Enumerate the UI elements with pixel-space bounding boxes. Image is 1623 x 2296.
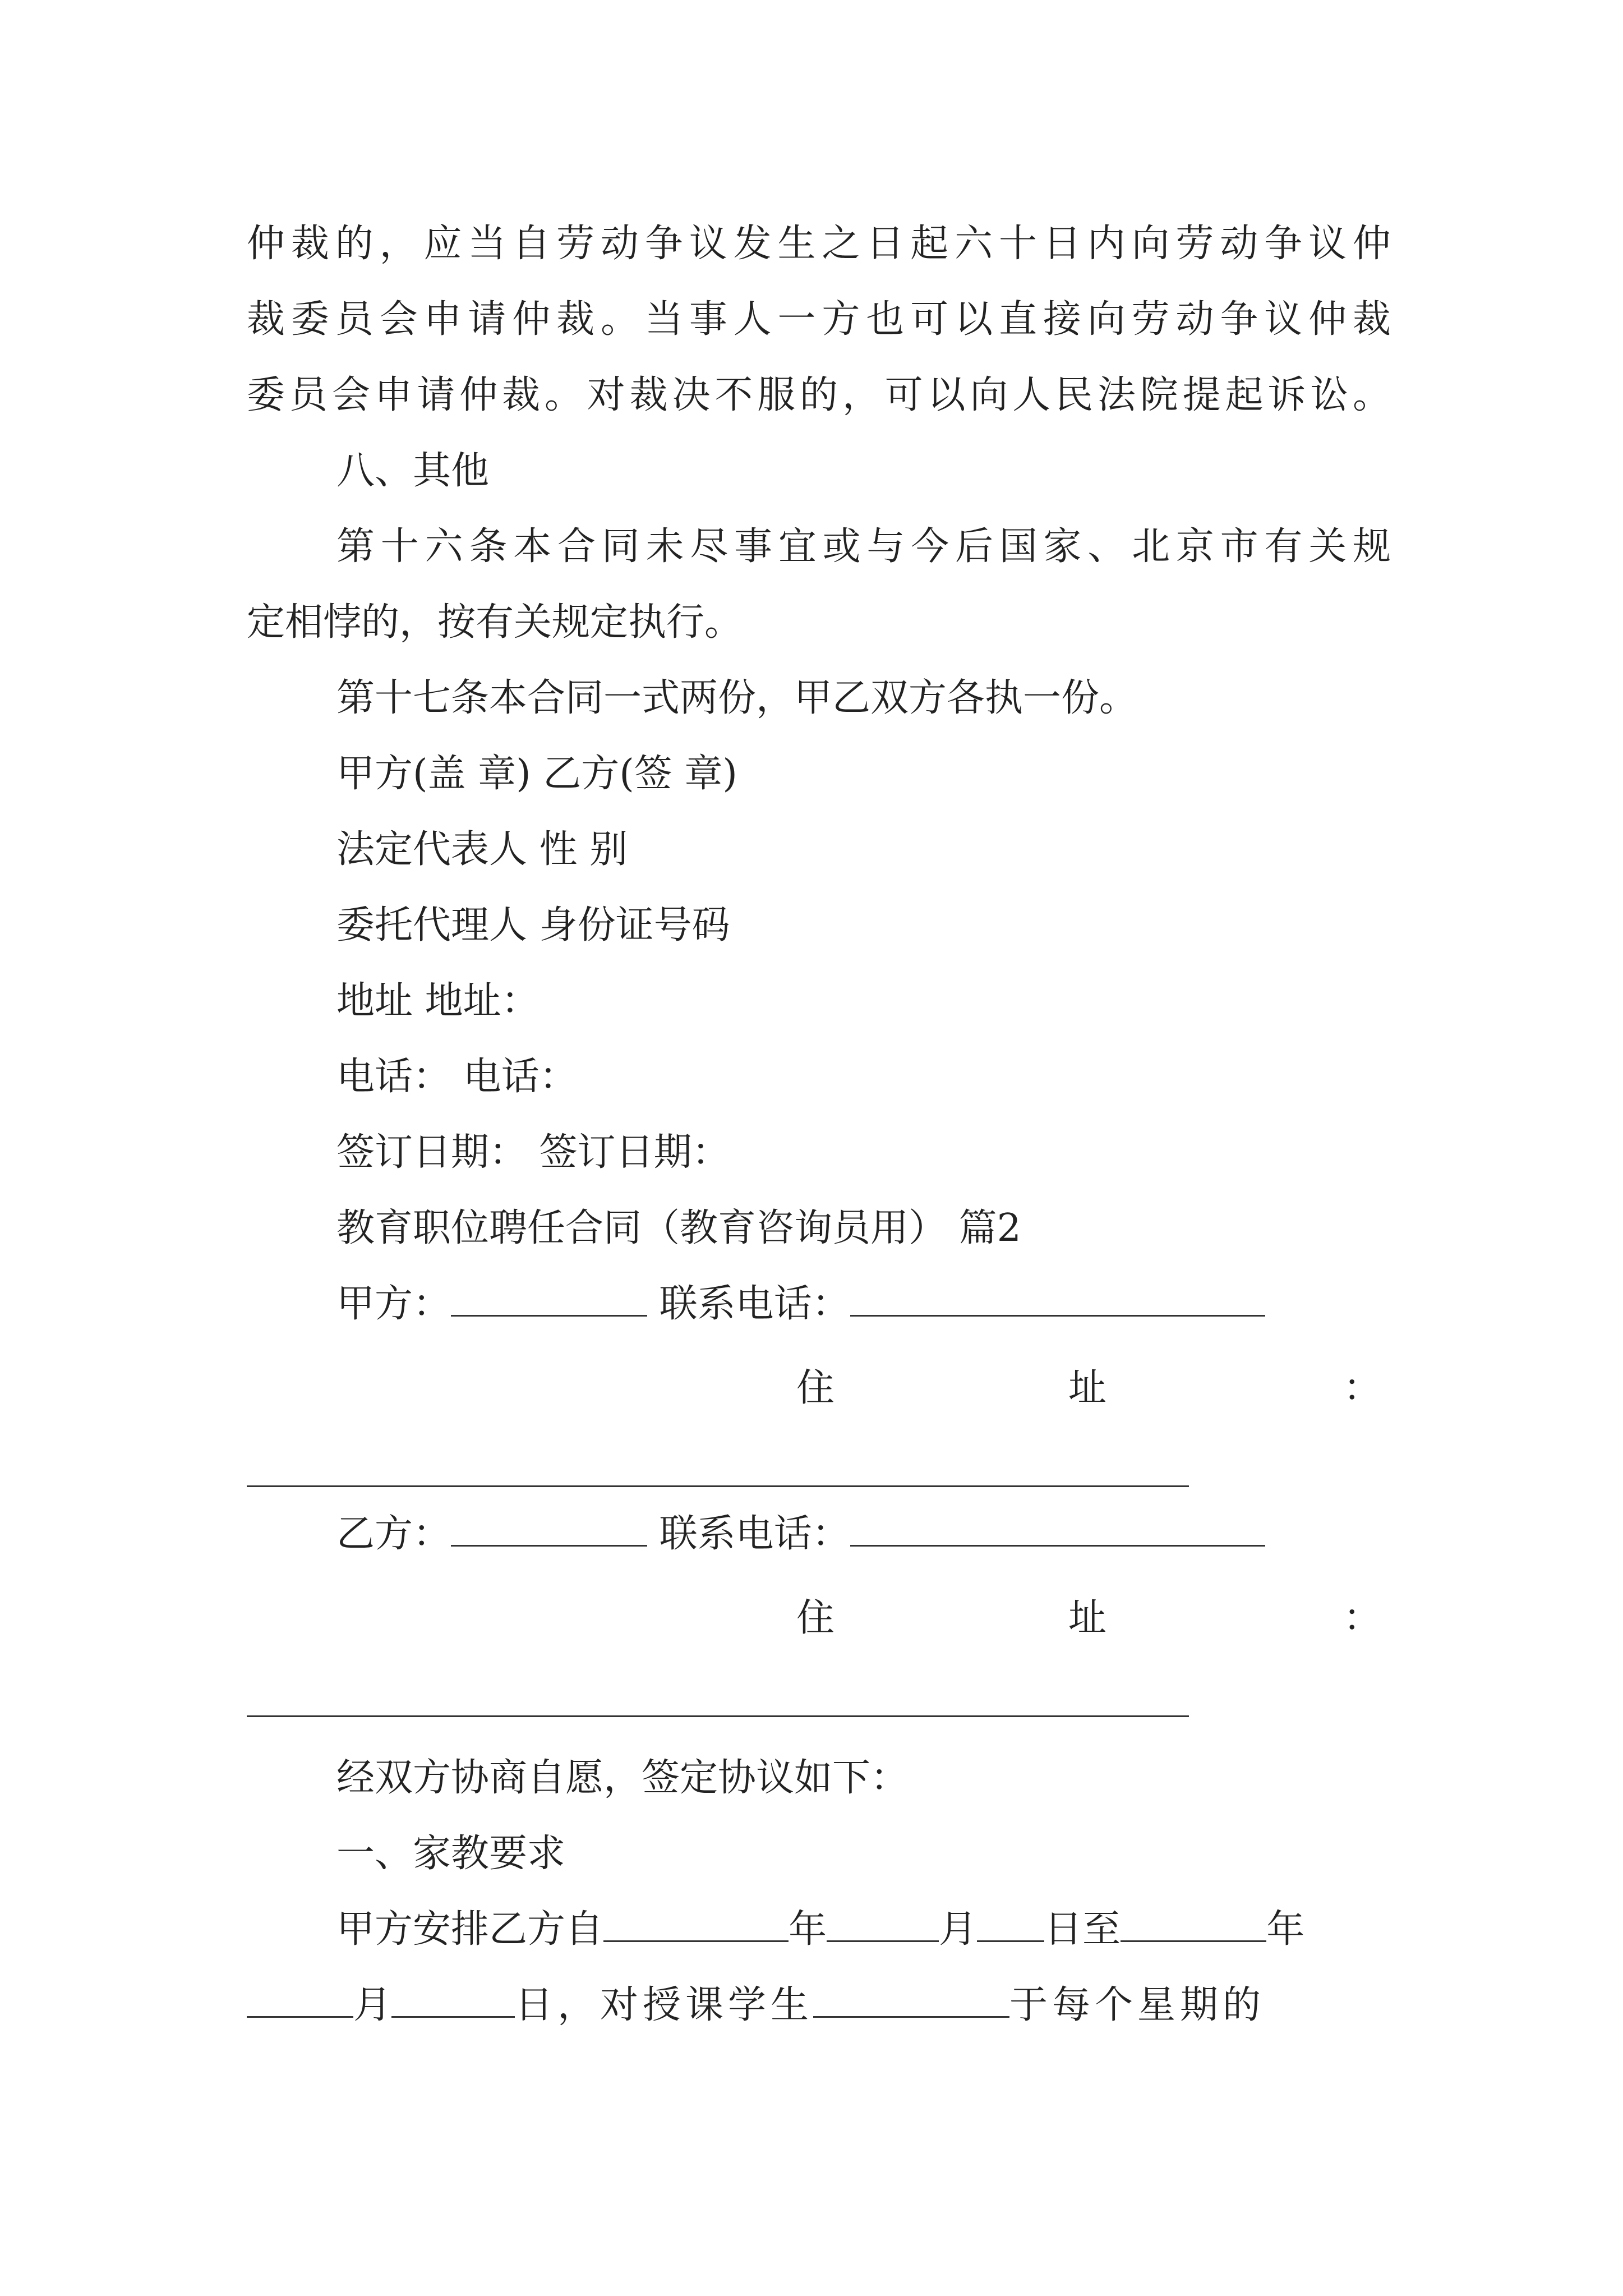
- party-b-label: 乙方：: [336, 1512, 451, 1556]
- year-label: 年: [789, 1907, 827, 1952]
- party-a-label: 甲方：: [336, 1282, 451, 1326]
- month-blank: [247, 1982, 353, 2018]
- article-16-line: 定相悖的，按有关规定执行。: [247, 600, 743, 645]
- address-char: 址: [1068, 1596, 1107, 1640]
- address-char: 住: [796, 1366, 835, 1410]
- month-label: 月: [939, 1907, 978, 1952]
- phone-blank: [850, 1511, 1265, 1547]
- month-blank: [827, 1907, 939, 1942]
- address-char: ：: [1343, 1366, 1382, 1410]
- signature-line: 甲方(盖 章) 乙方(签 章): [336, 752, 737, 796]
- party-b-blank: [451, 1511, 647, 1547]
- phone-blank: [850, 1281, 1265, 1317]
- day-to-label: 日至: [1044, 1907, 1121, 1952]
- address-char: ：: [1343, 1596, 1382, 1640]
- section-heading: 一、家教要求: [336, 1832, 566, 1876]
- year-label: 年: [1266, 1907, 1305, 1952]
- year-blank: [1121, 1907, 1266, 1942]
- party-b-row: [336, 1506, 1481, 1562]
- arrangement-line: [336, 1902, 1481, 1958]
- phone-label: 联系电话：: [659, 1282, 850, 1326]
- address-char: 住: [796, 1596, 835, 1640]
- arrangement-text: 甲方安排乙方自: [336, 1907, 604, 1952]
- paragraph-line: 裁委员会申请仲裁。当事人一方也可以直接向劳动争议仲裁: [247, 297, 1391, 342]
- contract-2-title: 教育职位聘任合同（教育咨询员用） 篇2: [336, 1206, 1021, 1250]
- section-heading: 八、其他: [336, 449, 490, 493]
- paragraph-line: 委员会申请仲裁。对裁决不服的，可以向人民法院提起诉讼。: [247, 373, 1391, 417]
- address-char: 址: [1068, 1366, 1107, 1410]
- signature-line: 电话： 电话：: [336, 1055, 578, 1099]
- signature-line: 签订日期： 签订日期：: [336, 1130, 730, 1175]
- party-a-row: [336, 1276, 1481, 1332]
- article-16-line: 第十六条本合同未尽事宜或与今后国家、北京市有关规: [336, 524, 1391, 569]
- phone-label: 联系电话：: [659, 1512, 850, 1556]
- party-a-blank: [451, 1281, 647, 1317]
- month-label: 月: [353, 1983, 392, 2027]
- day-blank: [977, 1907, 1044, 1942]
- article-17: 第十七条本合同一式两份，甲乙双方各执一份。: [336, 676, 1138, 720]
- agreement-intro: 经双方协商自愿，签定协议如下：: [336, 1756, 909, 1800]
- signature-line: 法定代表人 性 别: [336, 827, 628, 872]
- paragraph-line: 仲裁的，应当自劳动争议发生之日起六十日内向劳动争议仲: [247, 222, 1391, 266]
- day-blank: [391, 1982, 515, 2018]
- year-blank: [603, 1907, 789, 1942]
- address-blank-rule: [247, 1485, 1189, 1487]
- student-blank: [813, 1982, 1009, 2018]
- arrangement-text: 日，对授课学生: [515, 1983, 814, 2027]
- arrangement-line: [247, 1977, 1391, 2033]
- arrangement-text: 于每个星期的: [1009, 1983, 1266, 2027]
- signature-line: 地址 地址：: [336, 979, 540, 1023]
- signature-line: 委托代理人 身份证号码: [336, 903, 730, 947]
- address-blank-rule: [247, 1715, 1189, 1717]
